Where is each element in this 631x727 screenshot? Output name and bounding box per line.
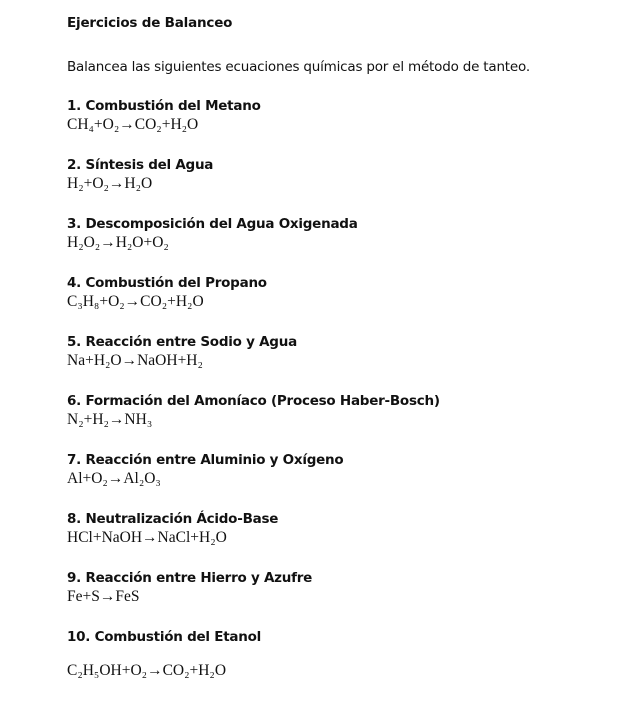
exercise-title: 10. Combustión del Etanol (67, 629, 262, 645)
exercise-title: 9. Reacción entre Hierro y Azufre (67, 570, 313, 586)
exercise-item (67, 392, 611, 430)
exercise-item (67, 333, 611, 371)
exercise-item (67, 510, 611, 548)
instructions-text: Balancea las siguientes ecuaciones químicas por el método de tanteo. (67, 59, 530, 75)
exercise-equation: C₂H₅OH+O₂→CO₂+H₂O (67, 662, 227, 679)
exercise-title: 4. Combustión del Propano (67, 275, 267, 291)
exercise-title: 1. Combustión del Metano (67, 98, 261, 114)
exercise-equation: Na+H₂O→NaOH+H₂ (67, 352, 203, 369)
exercise-item (67, 97, 611, 135)
page-title: Ejercicios de Balanceo (67, 15, 233, 31)
exercise-item (67, 156, 611, 194)
exercise-item (67, 274, 611, 312)
exercise-equation: H₂O₂→H₂O+O₂ (67, 234, 169, 251)
exercise-item (67, 569, 611, 607)
exercise-title: 3. Descomposición del Agua Oxigenada (67, 216, 358, 232)
exercise-equation: Al+O₂→Al₂O₃ (67, 470, 161, 487)
exercise-item (67, 451, 611, 489)
exercise-equation: N₂+H₂→NH₃ (67, 411, 153, 428)
exercise-equation: Fe+S→FeS (67, 588, 140, 605)
exercise-title: 7. Reacción entre Aluminio y Oxígeno (67, 452, 344, 468)
exercise-title: 2. Síntesis del Agua (67, 157, 214, 173)
exercise-equation: CH₄+O₂→CO₂+H₂O (67, 116, 199, 133)
exercise-item (67, 628, 611, 681)
exercise-equation: C₃H₈+O₂→CO₂+H₂O (67, 293, 204, 310)
exercise-equation: HCl+NaOH→NaCl+H₂O (67, 529, 227, 546)
document-page (67, 14, 611, 681)
exercise-title: 6. Formación del Amoníaco (Proceso Haber-Bosch) (67, 393, 440, 409)
exercise-title: 5. Reacción entre Sodio y Agua (67, 334, 297, 350)
exercise-item (67, 215, 611, 253)
exercise-equation: H₂+O₂→H₂O (67, 175, 153, 192)
exercise-title: 8. Neutralización Ácido-Base (67, 511, 279, 527)
